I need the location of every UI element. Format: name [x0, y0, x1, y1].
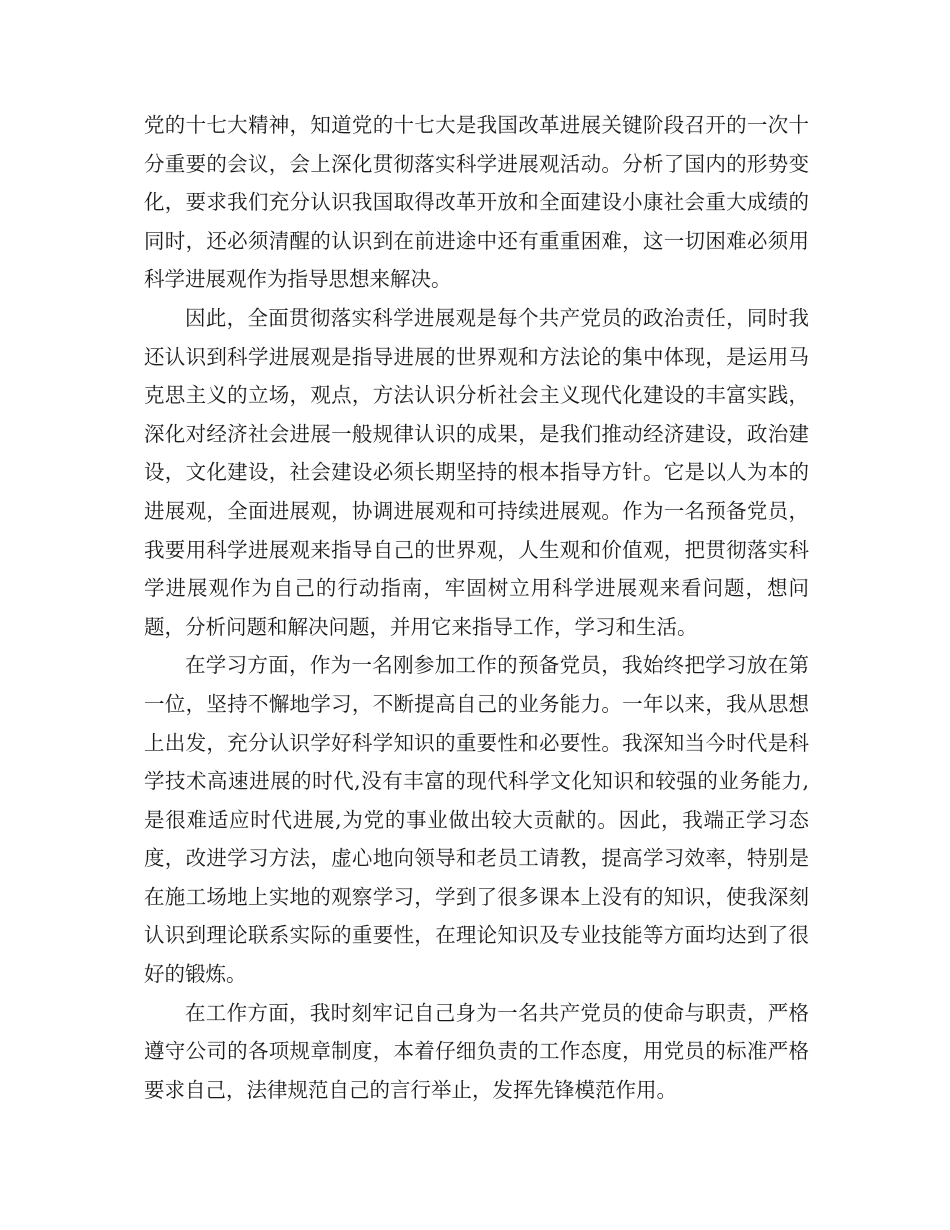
- paragraph-1: 党的十七大精神，知道党的十七大是我国改革进展关键阶段召开的一次十分重要的会议，会上深化贯彻落实科学进展观活动。分析了国内的形势变化，要求我们充分认识我国取得改革开放和全面建设小康社会重大成绩的同时，还必须清醒的认识到在前进途中还有重重困难，这一切困难必须用科学进展观作为指导思想来解决。: [144, 113, 809, 292]
- paragraph-2: 因此，全面贯彻落实科学进展观是每个共产党员的政治责任，同时我还认识到科学进展观是指导进展的世界观和方法论的集中体现，是运用马克思主义的立场，观点，方法认识分析社会主义现代化建设的丰富实践，深化对经济社会进展一般规律认识的成果，是我们推动经济建设，政治建设，文化建设，社会建设必须长期坚持的根本指导方针。它是以人为本的进展观，全面进展观，协调进展观和可持续进展观。作为一名预备党员，我要用科学进展观来指导自己的世界观，人生观和价值观，把贯彻落实科学进展观作为自己的行动指南，牢固树立用科学进展观来看问题，想问题，分析问题和解决问题，并用它来指导工作，学习和生活。: [144, 305, 809, 639]
- document-body: [144, 106, 809, 1109]
- paragraph-4: 在工作方面，我时刻牢记自己身为一名共产党员的使命与职责，严格遵守公司的各项规章制度，本着仔细负责的工作态度，用党员的标准严格要求自己，法律规范自己的言行举止，发挥先锋模范作用。: [144, 1000, 809, 1102]
- paragraph-3: 在学习方面，作为一名刚参加工作的预备党员，我始终把学习放在第一位，坚持不懈地学习，不断提高自己的业务能力。一年以来，我从思想上出发，充分认识学好科学知识的重要性和必要性。我深知当今时代是科学技术高速进展的时代,没有丰富的现代科学文化知识和较强的业务能力,是很难适应时代进展,为党的事业做出较大贡献的。因此，我端正学习态度，改进学习方法，虚心地向领导和老员工请教，提高学习效率，特别是在施工场地上实地的观察学习，学到了很多课本上没有的知识，使我深刻认识到理论联系实际的重要性，在理论知识及专业技能等方面均达到了很好的锻炼。: [144, 653, 809, 987]
